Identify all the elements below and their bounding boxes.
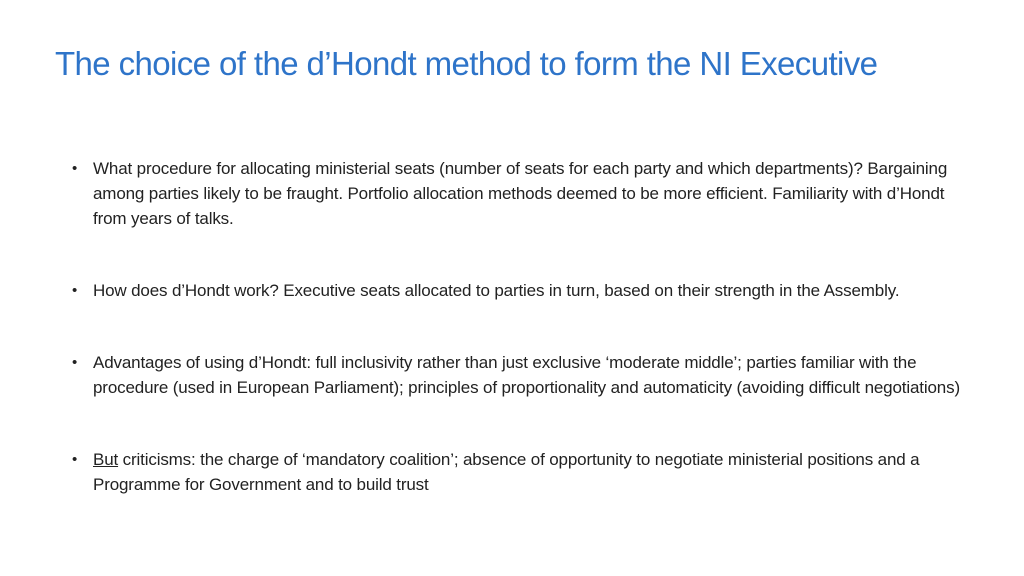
bullet-dot-icon: • [72,282,78,299]
bullet-list [72,156,977,497]
bullet-dot-icon: • [72,354,78,371]
bullet-text: criticisms: the charge of ‘mandatory coalition’; absence of opportunity to negotiate ministerial positions and a Programme for Government and to build trust [93,450,920,494]
bullet-text: Advantages of using d’Hondt: full inclusivity rather than just exclusive ‘moderate middle’; parties familiar with the procedure (used in European Parliament); principles of proportionality and automaticity (avoiding difficult negotiations) [93,353,960,397]
bullet-lead-word: But [93,450,119,469]
bullet-text: What procedure for allocating ministerial seats (number of seats for each party and which departments)? Bargaining among parties likely to be fraught. Portfolio allocation methods deemed to be more efficient. Familiarity with d’Hondt from years of talks. [93,159,948,228]
bullet-item [72,447,977,497]
bullet-item [72,156,977,231]
bullet-dot-icon: • [72,160,78,177]
bullet-item [72,278,977,303]
bullet-item [72,350,977,400]
slide-title: The choice of the d’Hondt method to form the NI Executive [55,45,878,82]
bullet-dot-icon: • [72,451,78,468]
bullet-text: How does d’Hondt work? Executive seats allocated to parties in turn, based on their strength in the Assembly. [93,281,900,300]
